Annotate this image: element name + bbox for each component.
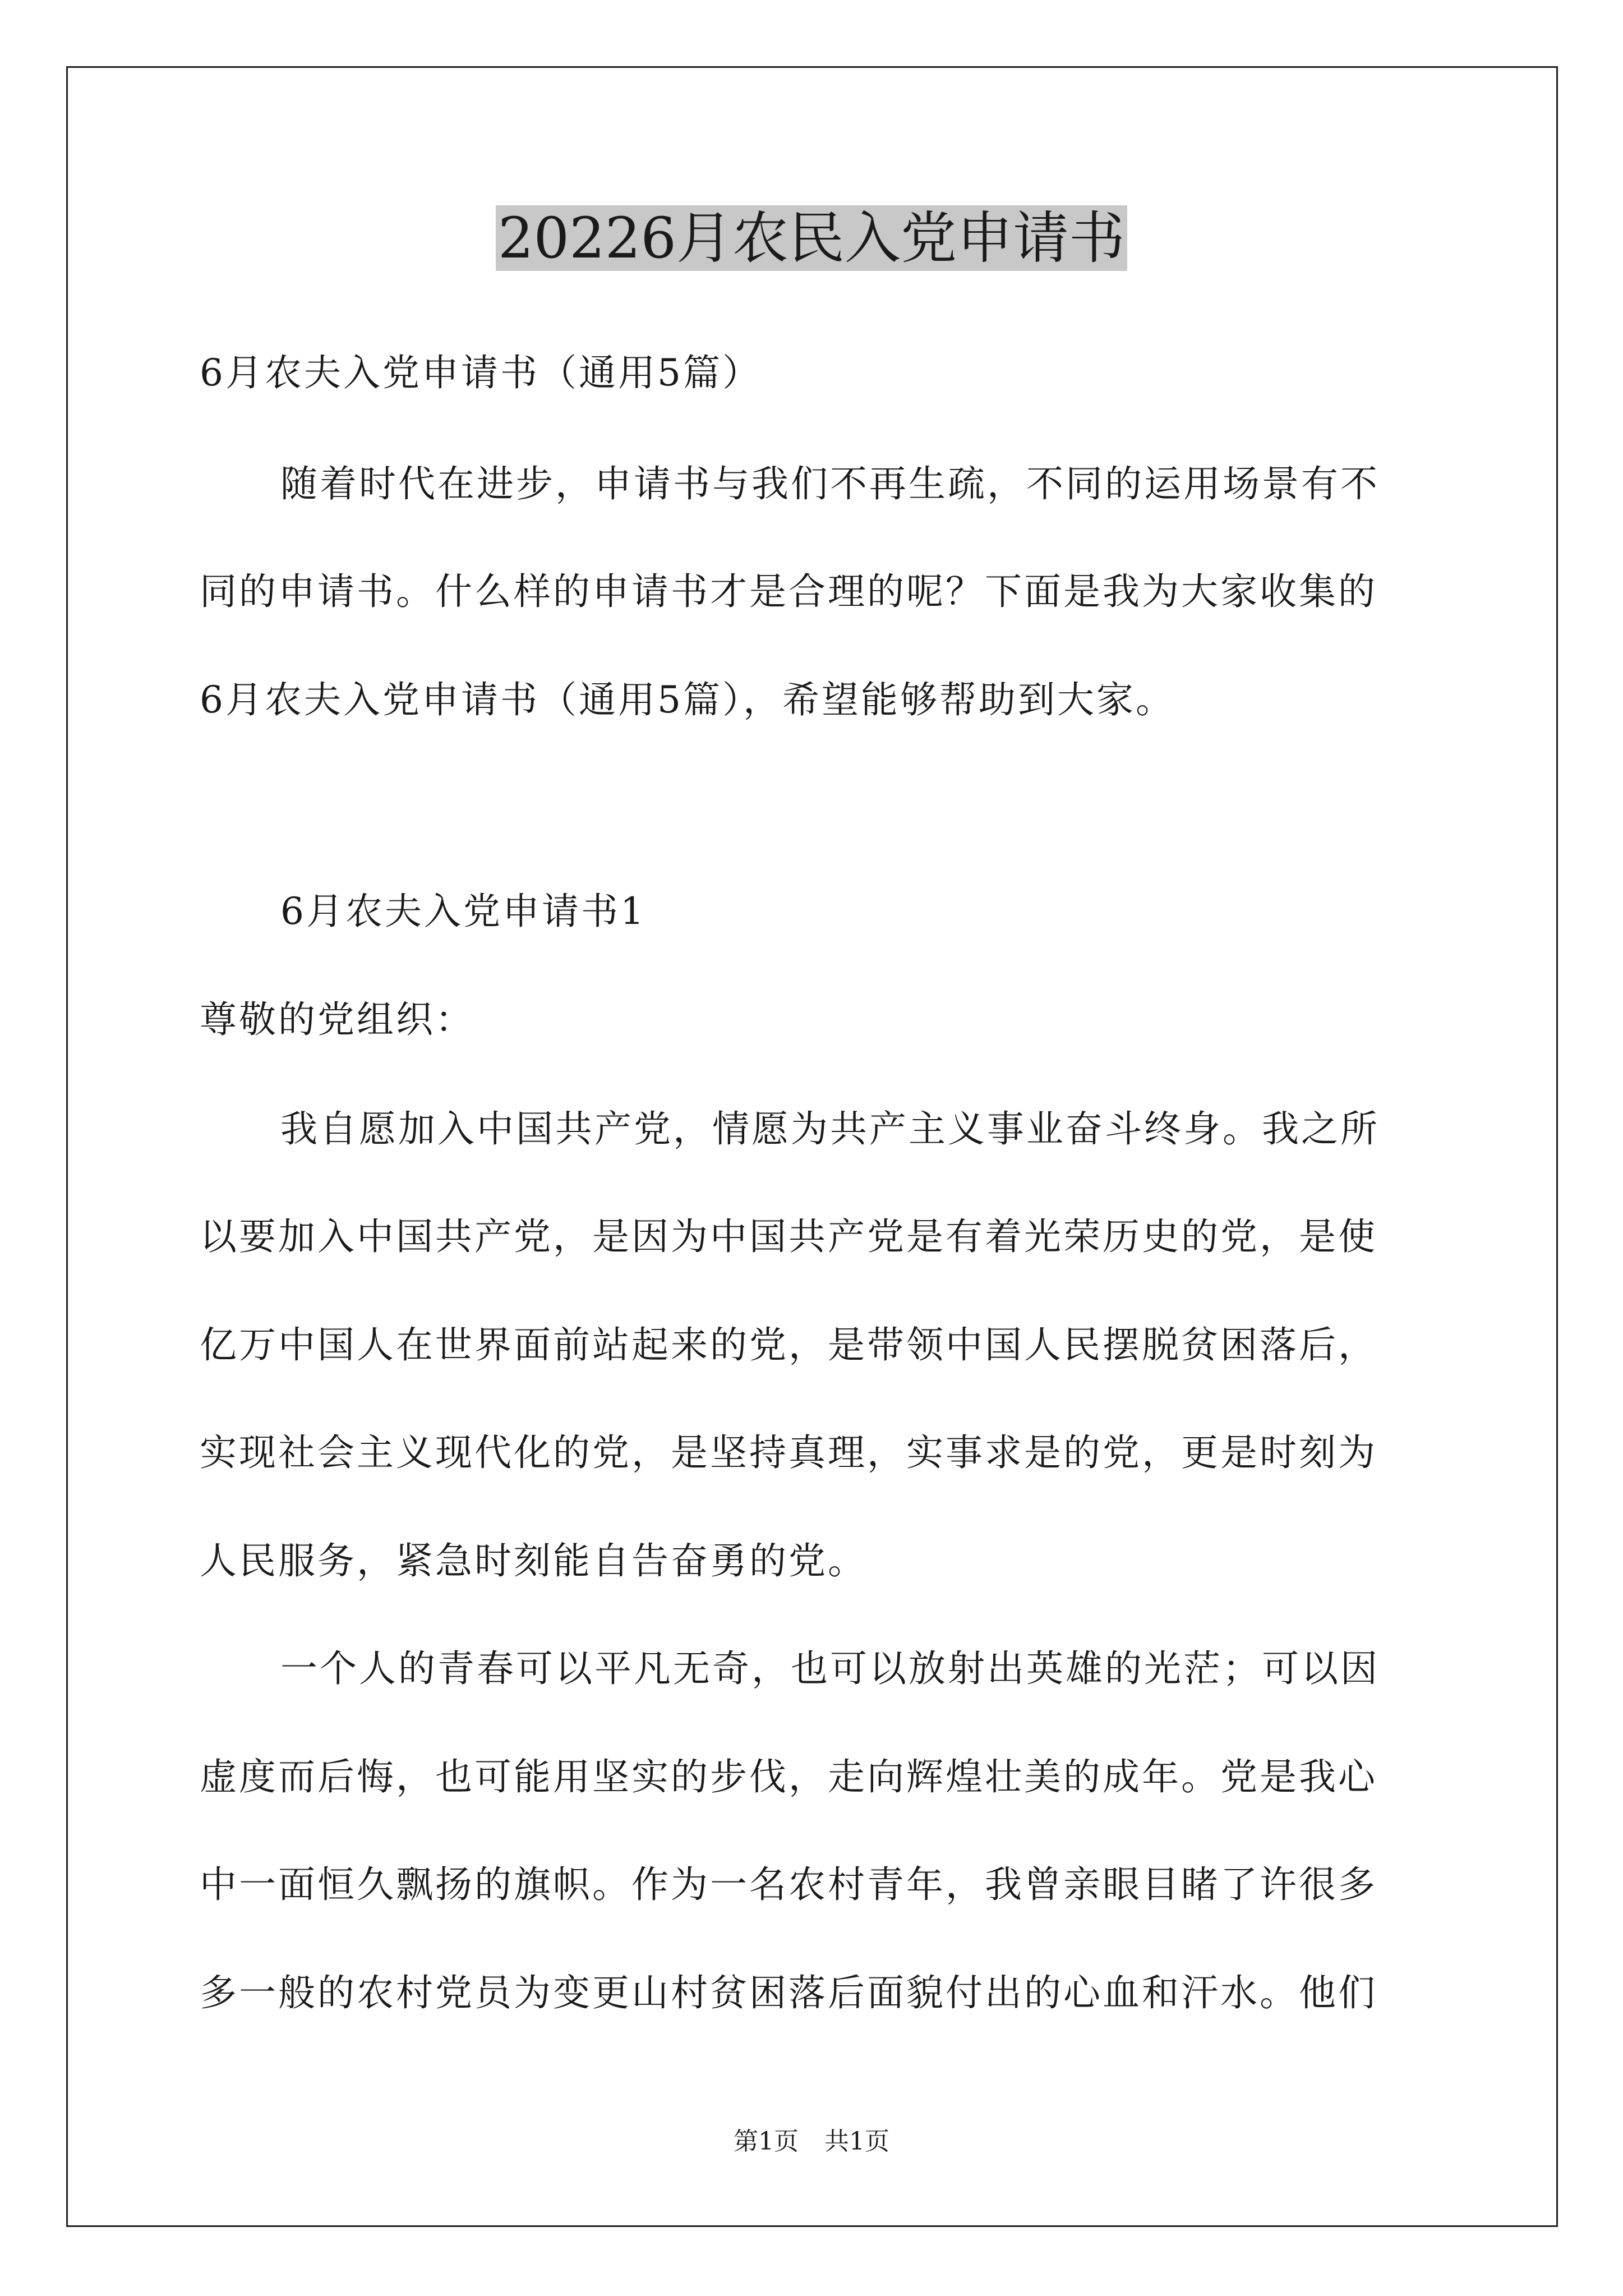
document-subtitle: 6月农夫入党申请书（通用5篇） xyxy=(200,351,762,394)
document-title xyxy=(0,202,1623,275)
section-heading: 6月农夫入党申请书1 xyxy=(280,890,646,933)
paragraph1-line-4: 实现社会主义现代化的党，是坚持真理，实事求是的党，更是时刻为 xyxy=(200,1431,1377,1474)
document-title-text: 20226月农民入党申请书 xyxy=(496,205,1127,271)
page-number: 第1页 xyxy=(734,2127,799,2156)
paragraph2-line-4: 多一般的农村党员为变更山村贫困落后面貌付出的心血和汗水。他们 xyxy=(200,1971,1377,2014)
salutation: 尊敬的党组织： xyxy=(200,998,474,1041)
page-total: 共1页 xyxy=(824,2127,889,2156)
paragraph2-line-2: 虚度而后悔，也可能用坚实的步伐，走向辉煌壮美的成年。党是我心 xyxy=(200,1755,1377,1798)
intro-line-1: 随着时代在进步，申请书与我们不再生疏，不同的运用场景有不 xyxy=(280,462,1380,505)
paragraph1-line-3: 亿万中国人在世界面前站起来的党，是带领中国人民摆脱贫困落后， xyxy=(200,1323,1377,1366)
intro-line-2: 同的申请书。什么样的申请书才是合理的呢？下面是我为大家收集的 xyxy=(200,570,1377,613)
paragraph1-line-1: 我自愿加入中国共产党，情愿为共产主义事业奋斗终身。我之所 xyxy=(280,1107,1380,1151)
paragraph2-line-1: 一个人的青春可以平凡无奇，也可以放射出英雄的光茫；可以因 xyxy=(280,1647,1380,1690)
page-footer xyxy=(0,2125,1623,2159)
paragraph2-line-3: 中一面恒久飘扬的旗帜。作为一名农村青年，我曾亲眼目睹了许很多 xyxy=(200,1863,1377,1906)
paragraph1-line-5: 人民服务，紧急时刻能自告奋勇的党。 xyxy=(200,1539,867,1582)
intro-line-3: 6月农夫入党申请书（通用5篇），希望能够帮助到大家。 xyxy=(200,678,1175,721)
paragraph1-line-2: 以要加入中国共产党，是因为中国共产党是有着光荣历史的党，是使 xyxy=(200,1215,1377,1258)
